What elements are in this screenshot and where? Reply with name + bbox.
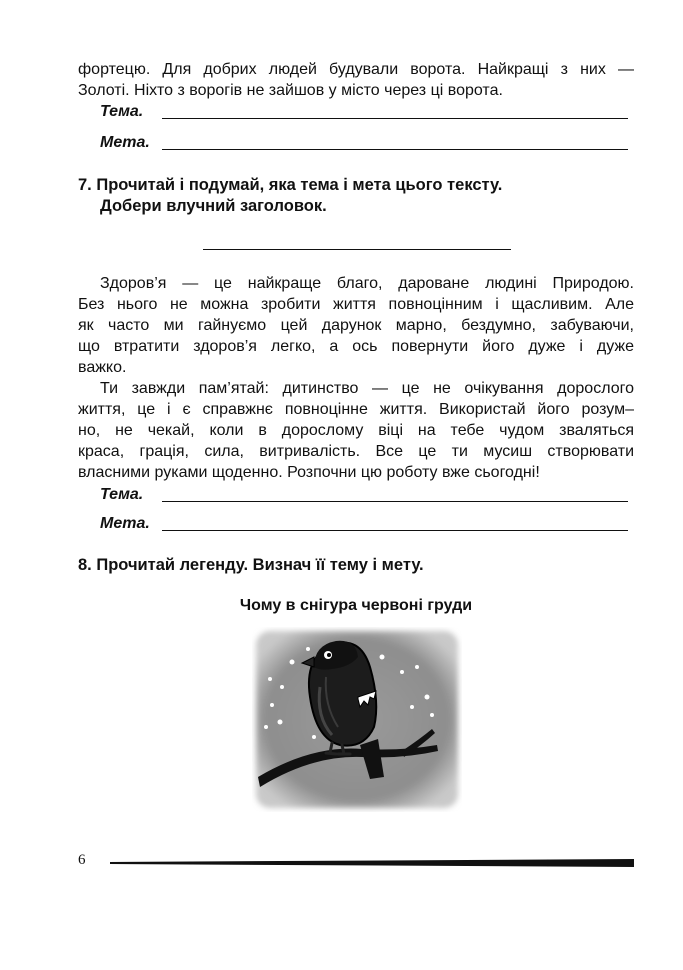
theme-answer-line[interactable] — [162, 118, 628, 119]
text7-line-8: но, не чекай, коли в дорослому віці на тебе чудом зваляться — [78, 422, 634, 439]
text7-line-9: краса, грація, сила, витривалість. Все це ти мусиш створювати — [78, 443, 634, 460]
intro-line-1: фортецю. Для добрих людей будували ворота. Найкращі з них — — [78, 61, 634, 78]
theme-label-2: Тема. — [100, 486, 144, 503]
task-7-heading-line-2: Добери влучний заголовок. — [100, 197, 327, 215]
theme-answer-line-2[interactable] — [162, 501, 628, 502]
task-7-heading: 7. Прочитай і подумай, яка тема і мета цього тексту. — [78, 176, 503, 194]
goal-answer-line[interactable] — [162, 149, 628, 150]
footer-rule — [110, 858, 634, 868]
text7-line-7: життя, це і є справжнє повноцінне життя. Використай його розум– — [78, 401, 634, 418]
theme-label: Тема. — [100, 103, 144, 120]
text7-line-6: Ти завжди пам’ятай: дитинство — це не очікування дорослого — [100, 380, 634, 397]
goal-label-2: Мета. — [100, 515, 150, 532]
text7-line-10: власними руками щоденно. Розпочни цю роботу вже сьогодні! — [78, 464, 540, 481]
text7-line-3: як часто ми гайнуємо цей дарунок марно, бездумно, забуваючи, — [78, 317, 634, 334]
text7-line-1: Здоров’я — це найкраще благо, дароване людині Природою. — [100, 275, 634, 292]
text7-line-5: важко. — [78, 359, 127, 376]
page-number: 6 — [78, 852, 86, 868]
text7-line-2: Без нього не можна зробити життя повноцінним і щасливим. Але — [78, 296, 634, 313]
bullfinch-on-branch-icon — [252, 627, 462, 812]
legend-title: Чому в снігура червоні груди — [239, 597, 473, 614]
task-8-heading: 8. Прочитай легенду. Визнач її тему і мету. — [78, 556, 424, 574]
goal-label: Мета. — [100, 134, 150, 151]
title-answer-line[interactable] — [203, 249, 511, 250]
intro-line-2: Золоті. Ніхто з ворогів не зайшов у місто через ці ворота. — [78, 82, 503, 99]
text7-line-4: що втратити здоров’я легко, а ось повернути його дуже і дуже — [78, 338, 634, 355]
goal-answer-line-2[interactable] — [162, 530, 628, 531]
